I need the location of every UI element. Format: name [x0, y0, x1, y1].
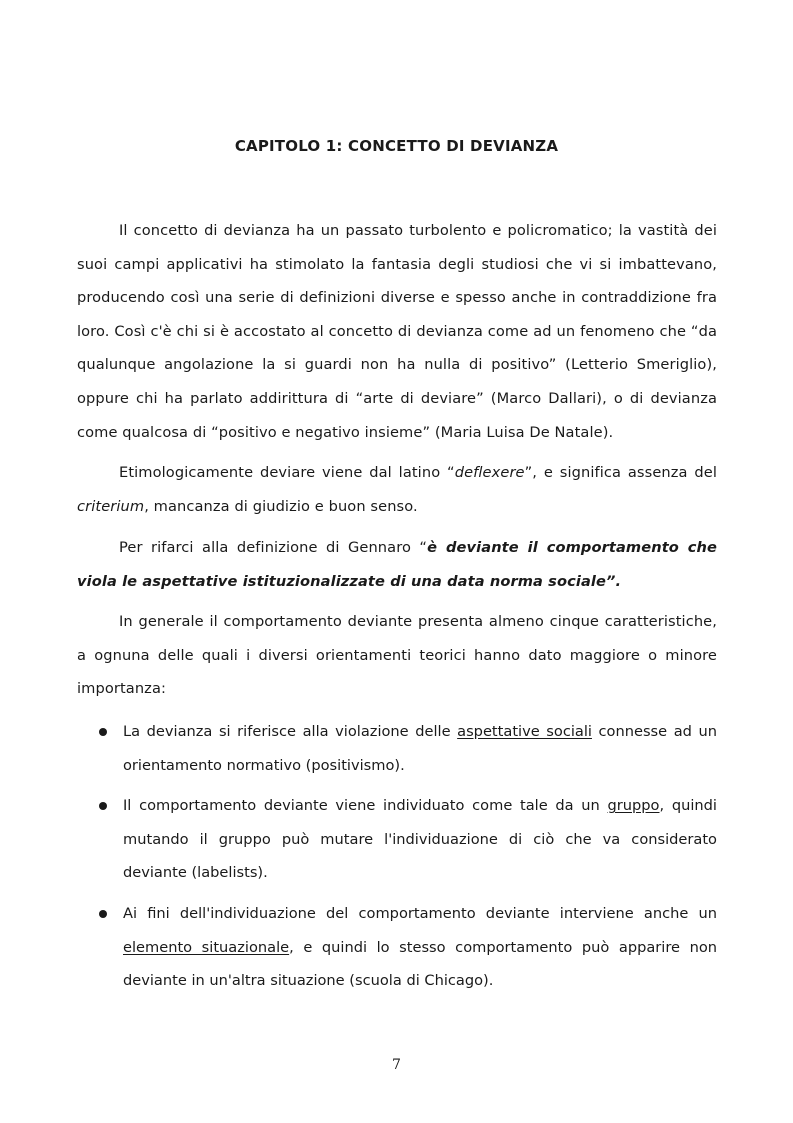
paragraph-3 [77, 531, 717, 598]
underlined-term: elemento situazionale [123, 938, 290, 956]
paragraph-3-before: Per rifarci alla definizione di Gennaro “ [119, 539, 428, 556]
paragraph-2 [77, 456, 717, 523]
paragraph-4 [77, 605, 717, 706]
term-deflexere: deflexere [454, 464, 525, 481]
chapter-title: CAPITOLO 1: CONCETTO DI DEVIANZA [234, 137, 559, 155]
list-item-after: , quindi mutando il gruppo può mutare l'individuazione di ciò che va considerato deviante (labelists). [123, 797, 717, 882]
list-item [77, 715, 717, 782]
underlined-term: aspettative sociali [457, 723, 592, 740]
paragraph-2-before: Etimologicamente deviare viene dal latino “ [119, 464, 455, 481]
paragraph-1-text: Il concetto di devianza ha un passato turbolento e policromatico; la vastità dei suoi campi applicativi ha stimolato la fantasia degli studiosi che vi si imbattevano, producendo così una serie di definizioni diverse e spesso anche in contraddizione fra loro. Così c'è chi si è accostato al concetto di devianza come ad un fenomeno che “da qualunque angolazione la si guardi non ha nulla di positivo” (Letterio Smeriglio), oppure chi ha parlato addirittura di “arte di deviare” (Marco Dallari), o di devianza come qualcosa di “positivo e negativo insieme” (Maria Luisa De Natale). [77, 222, 717, 441]
page-number: 7 [392, 1057, 401, 1073]
paragraph-3-text [77, 531, 717, 598]
bullet-icon [99, 728, 107, 736]
list-item-before: La devianza si riferisce alla violazione delle [123, 723, 458, 740]
underlined-term: gruppo [607, 797, 660, 815]
list-item-before: Il comportamento deviante viene individuato come tale da un [123, 797, 608, 815]
list-item-before: Ai fini dell'individuazione del comportamento deviante interviene anche un [123, 904, 717, 922]
paragraph-2-text [77, 456, 717, 523]
characteristics-list [77, 715, 717, 1005]
paragraph-1 [77, 214, 717, 449]
list-item [77, 897, 717, 998]
term-criterium: criterium [77, 497, 145, 515]
paragraph-2-after: , mancanza di giudizio e buon senso. [144, 497, 418, 515]
list-item-after: , e quindi lo stesso comportamento può apparire non deviante in un'altra situazione (scuola di Chicago). [123, 938, 717, 990]
paragraph-4-text: In generale il comportamento deviante presenta almeno cinque caratteristiche, a ognuna delle quali i diversi orientamenti teorici hanno dato maggiore o minore importanza: [77, 613, 717, 698]
paragraph-2-mid: ”, e significa assenza del [524, 464, 717, 481]
bullet-icon [99, 910, 107, 918]
list-item-after: connesse ad un orientamento normativo (positivismo). [123, 723, 717, 774]
bullet-icon [99, 802, 107, 810]
list-item [77, 789, 717, 890]
gennaro-definition-quote: è deviante il comportamento che viola le aspettative istituzionalizzate di una data norma sociale”. [77, 539, 718, 590]
